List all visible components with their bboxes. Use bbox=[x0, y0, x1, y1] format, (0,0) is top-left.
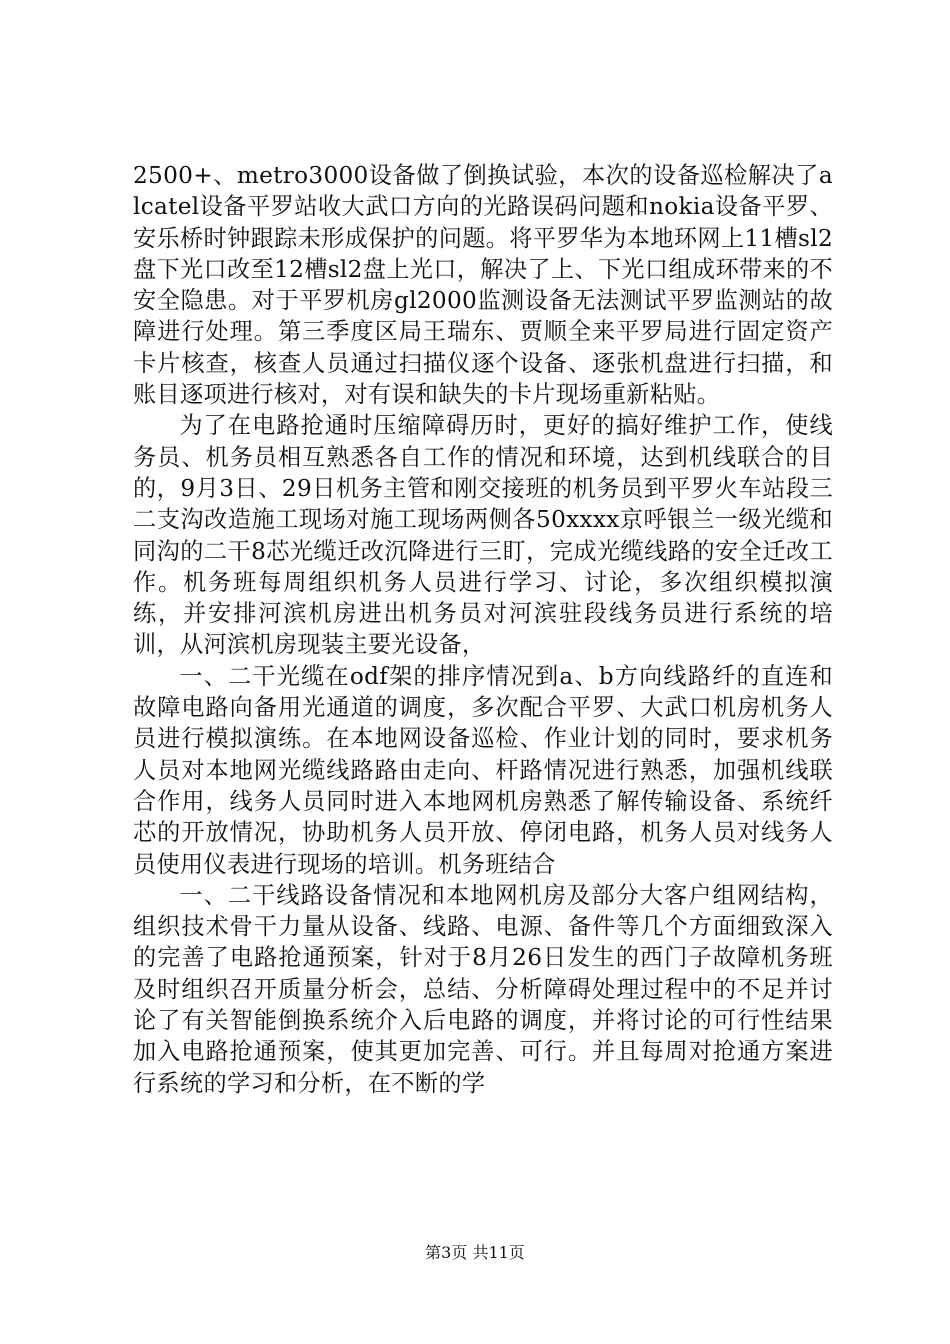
document-body bbox=[133, 160, 833, 1099]
paragraph-2: 为了在电路抢通时压缩障碍历时，更好的搞好维护工作，使线务员、机务员相互熟悉各自工作的情况和环境，达到机线联合的目的，9月3日、29日机务主管和刚交接班的机务员到平罗火车站段三二支沟改造施工现场对施工现场两侧各50xxxx京呼银兰一级光缆和同沟的二干8芯光缆迁改沉降进行三盯，完成光缆线路的安全迁改工作。机务班每周组织机务人员进行学习、讨论，多次组织模拟演练，并安排河滨机房进出机务员对河滨驻段线务员进行系统的培训，从河滨机房现装主要光设备， bbox=[133, 412, 833, 659]
page-footer: 第3页 共11页 bbox=[425, 1243, 525, 1262]
paragraph-1: 2500+、metro3000设备做了倒换试验，本次的设备巡检解决了alcatel设备平罗站收大武口方向的光路误码问题和nokia设备平罗、安乐桥时钟跟踪未形成保护的问题。将平罗华为本地环网上11槽sl2盘下光口改至12槽sl2盘上光口，解决了上、下光口组成环带来的不安全隐患。对于平罗机房gl2000监测设备无法测试平罗监测站的故障进行处理。第三季度区局王瑞东、贾顺全来平罗局进行固定资产卡片核查，核查人员通过扫描仪逐个设备、逐张机盘进行扫描，和账目逐项进行核对，对有误和缺失的卡片现场重新粘贴。 bbox=[133, 162, 833, 409]
paragraph-4: 一、二干线路设备情况和本地网机房及部分大客户组网结构，组织技术骨干力量从设备、线路、电源、备件等几个方面细致深入的完善了电路抢通预案，针对于8月26日发生的西门子故障机务班及时组织召开质量分析会，总结、分析障碍处理过程中的不足并讨论了有关智能倒换系统介入后电路的调度，并将讨论的可行性结果加入电路抢通预案，使其更加完善、可行。并且每周对抢通方案进行系统的学习和分析，在不断的学 bbox=[133, 881, 833, 1097]
paragraph-3: 一、二干光缆在odf架的排序情况到a、b方向线路纤的直连和故障电路向备用光通道的调度，多次配合平罗、大武口机房机务人员进行模拟演练。在本地网设备巡检、作业计划的同时，要求机务人员对本地网光缆线路路由走向、杆路情况进行熟悉，加强机线联合作用，线务人员同时进入本地网机房熟悉了解传输设备、系统纤芯的开放情况，协助机务人员开放、停闭电路，机务人员对线务人员使用仪表进行现场的培训。机务班结合 bbox=[133, 662, 833, 878]
